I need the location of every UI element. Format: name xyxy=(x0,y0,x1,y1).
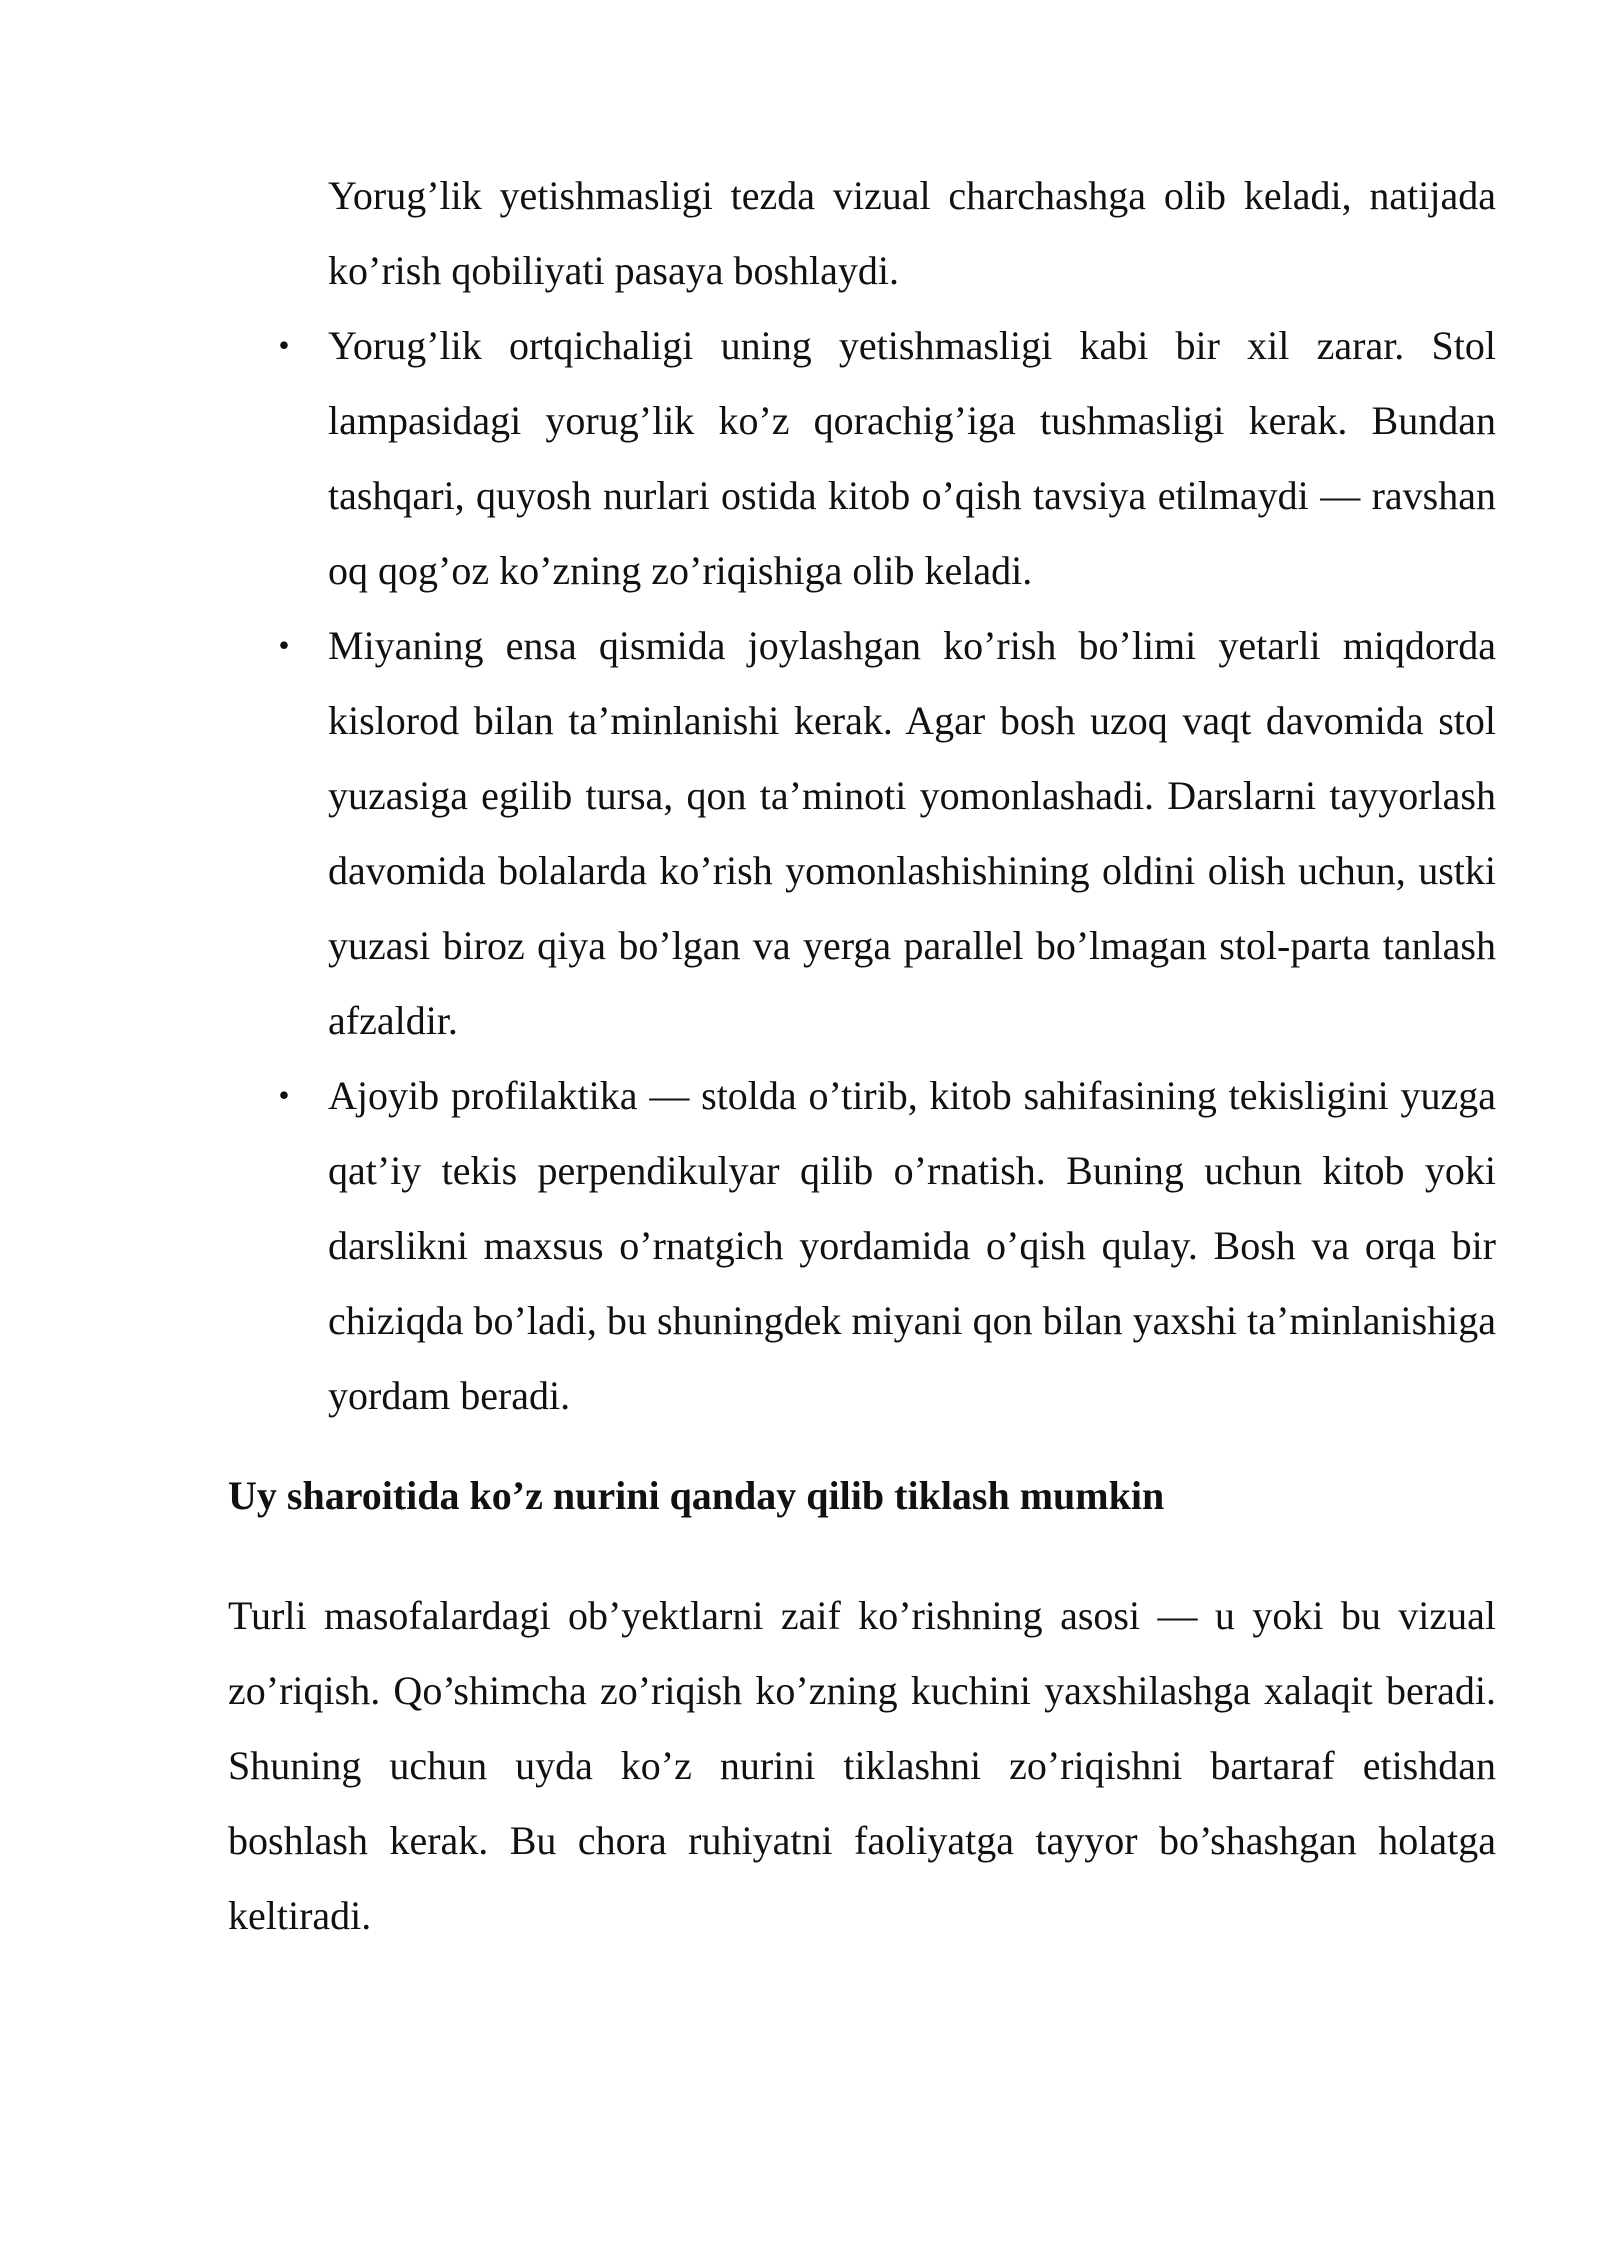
bullet-icon: • xyxy=(278,627,290,663)
bullet-list xyxy=(228,158,1496,1433)
list-item xyxy=(228,608,1496,1058)
list-item-text: Ajoyib profilaktika — stolda o’tirib, kitob sahifasining tekisligini yuzga qat’iy tekis perpendikulyar qilib o’rnatish. Buning uchun kitob yoki darslikni maxsus o’rnatgich yordamida o’qish qulay. Bosh va orqa bir chiziqda bo’ladi, bu shuningdek miyani qon bilan yaxshi ta’minlanishiga yordam beradi. xyxy=(328,1073,1496,1418)
bullet-icon: • xyxy=(278,327,290,363)
list-item-text: Miyaning ensa qismida joylashgan ko’rish bo’limi yetarli miqdorda kislorod bilan ta’minlanishi kerak. Agar bosh uzoq vaqt davomida stol yuzasiga egilib tursa, qon ta’minoti yomonlashadi. Darslarni tayyorlash davomida bolalarda ko’rish yomonlashishining oldini olish uchun, ustki yuzasi biroz qiya bo’lgan va yerga parallel bo’lmagan stol-parta tanlash afzaldir. xyxy=(328,623,1496,1043)
list-item xyxy=(228,1058,1496,1433)
bullet-icon: • xyxy=(278,1077,290,1113)
list-item-text: Yorug’lik ortqichaligi uning yetishmasligi kabi bir xil zarar. Stol lampasidagi yorug’lik ko’z qorachig’iga tushmasligi kerak. Bundan tashqari, quyosh nurlari ostida kitob o’qish tavsiya etilmaydi — ravshan oq qog’oz ko’zning zo’riqishiga olib keladi. xyxy=(328,323,1496,593)
list-item xyxy=(228,308,1496,608)
body-paragraph: Turli masofalardagi ob’yektlarni zaif ko’rishning asosi — u yoki bu vizual zo’riqish. Qo’shimcha zo’riqish ko’zning kuchini yaxshilashga xalaqit beradi. Shuning uchun uyda ko’z nurini tiklashni zo’riqishni bartaraf etishdan boshlash kerak. Bu chora ruhiyatni faoliyatga tayyor bo’shashgan holatga keltiradi. xyxy=(228,1593,1496,1938)
section-heading: Uy sharoitida ko’z nurini qanday qilib tiklash mumkin xyxy=(228,1473,1165,1518)
list-item-continuation xyxy=(228,158,1496,308)
list-item-text: Yorug’lik yetishmasligi tezda vizual charchashga olib keladi, natijada ko’rish qobiliyati pasaya boshlaydi. xyxy=(328,173,1496,293)
